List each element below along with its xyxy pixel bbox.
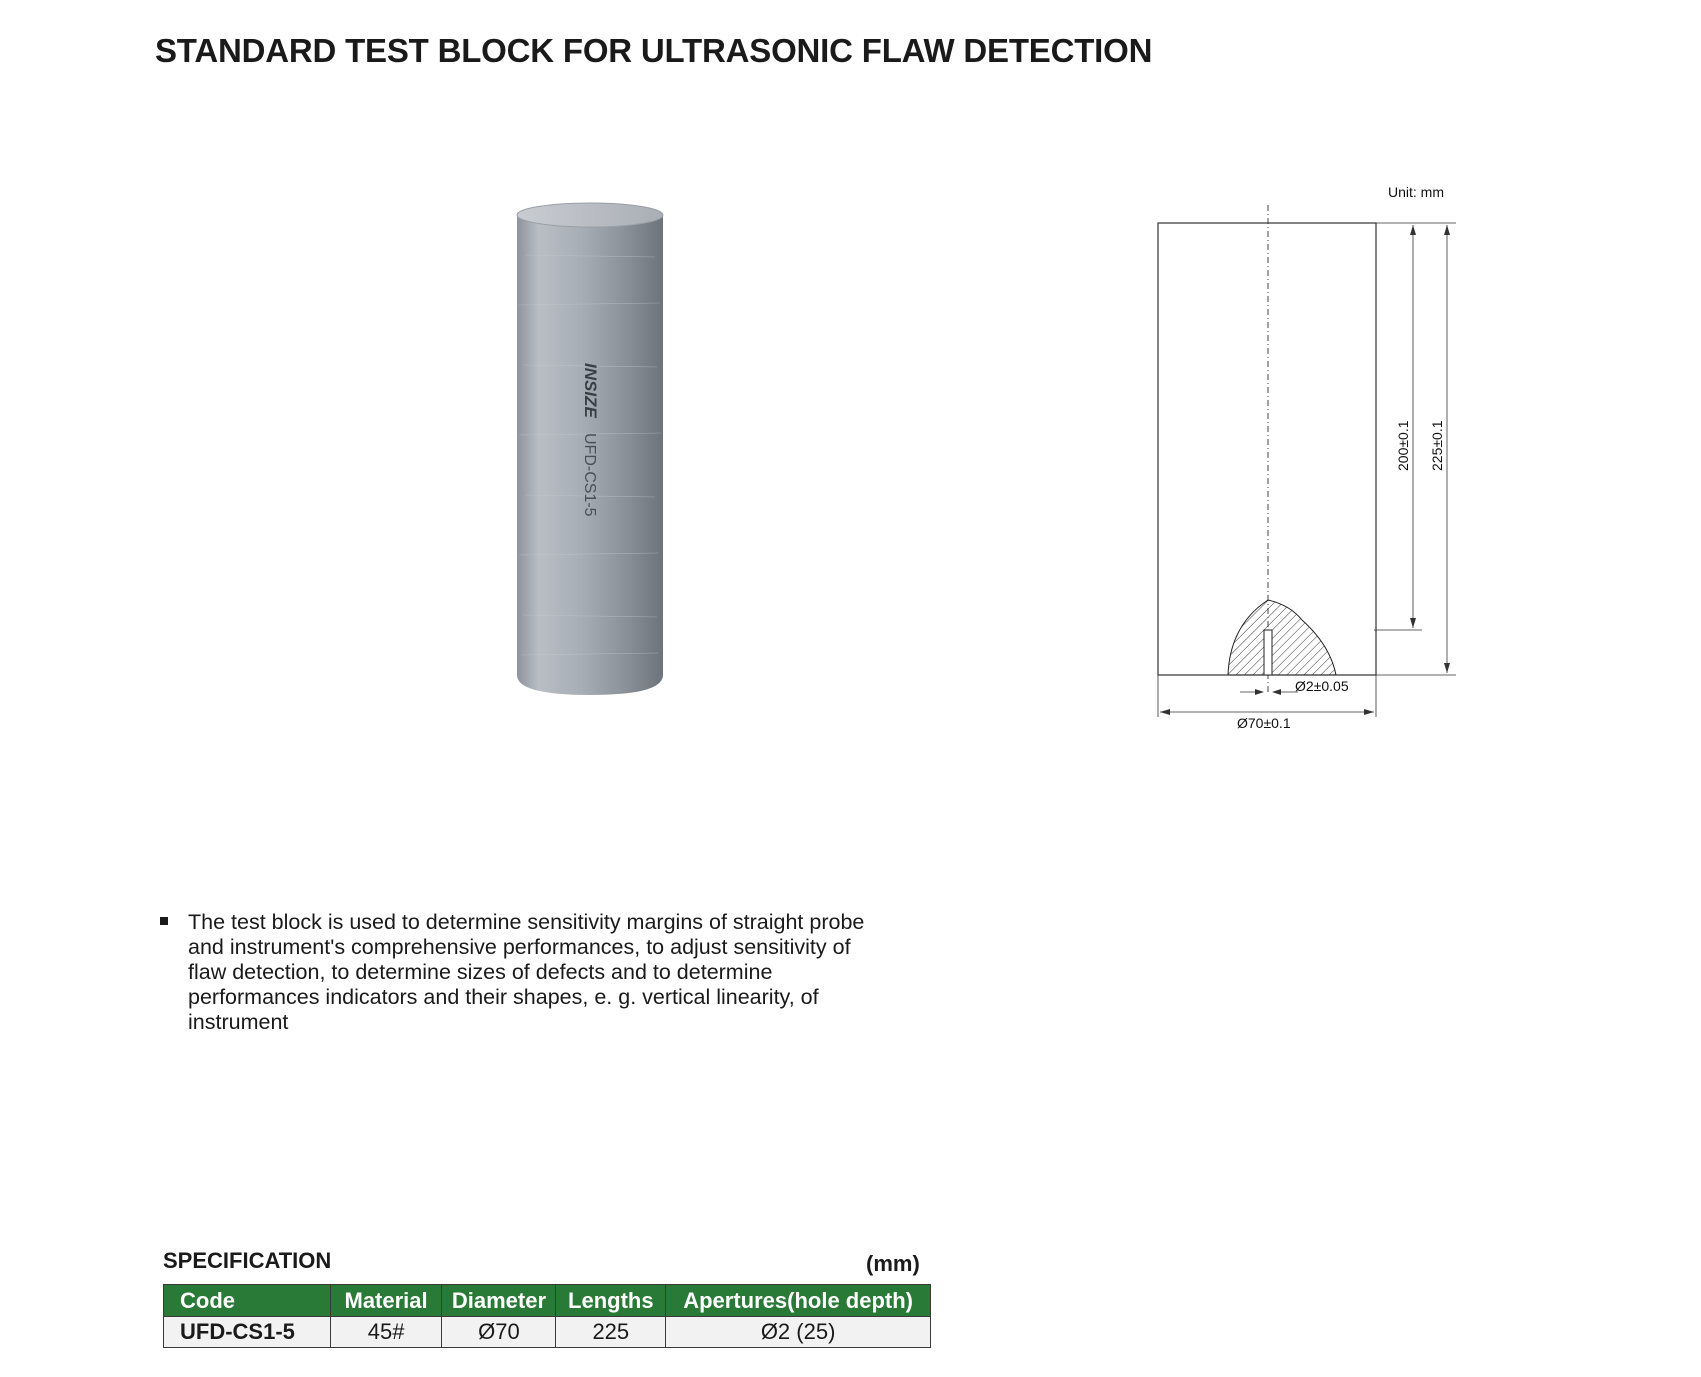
dimension-hole: Ø2±0.05 [1295, 678, 1349, 694]
spec-unit: (mm) [866, 1251, 920, 1276]
brand-engraving: INSIZE [581, 363, 600, 418]
description-block [160, 910, 880, 1035]
cell-lengths: 225 [556, 1317, 666, 1348]
page-title: STANDARD TEST BLOCK FOR ULTRASONIC FLAW DETECTION [155, 32, 1153, 69]
description-text: The test block is used to determine sensitivity margins of straight probe and instrument's comprehensive performances, to adjust sensitivity of flaw detection, to determine sizes of defects and to determine performances indicators and their shapes, e. g. vertical linearity, of instrument [188, 910, 865, 1034]
table-row [164, 1317, 931, 1348]
product-photo [505, 195, 675, 705]
dimension-diameter: Ø70±0.1 [1237, 715, 1291, 731]
cell-apertures: Ø2 (25) [666, 1317, 931, 1348]
cell-material: 45# [330, 1317, 442, 1348]
spec-header-row [164, 1285, 931, 1317]
cell-code: UFD-CS1-5 [164, 1317, 331, 1348]
unit-label: Unit: mm [1388, 184, 1444, 200]
spec-table [163, 1284, 931, 1348]
header-code: Code [164, 1285, 331, 1317]
technical-drawing [1150, 175, 1480, 735]
dimension-200: 200±0.1 [1395, 420, 1411, 471]
dimension-225: 225±0.1 [1429, 420, 1445, 471]
cell-diameter: Ø70 [442, 1317, 556, 1348]
spec-title: SPECIFICATION [163, 1248, 332, 1273]
model-engraving: UFD-CS1-5 [581, 433, 598, 517]
header-apertures: Apertures(hole depth) [666, 1285, 931, 1317]
header-lengths: Lengths [556, 1285, 666, 1317]
header-diameter: Diameter [442, 1285, 556, 1317]
bullet-icon [160, 917, 168, 925]
header-material: Material [330, 1285, 442, 1317]
